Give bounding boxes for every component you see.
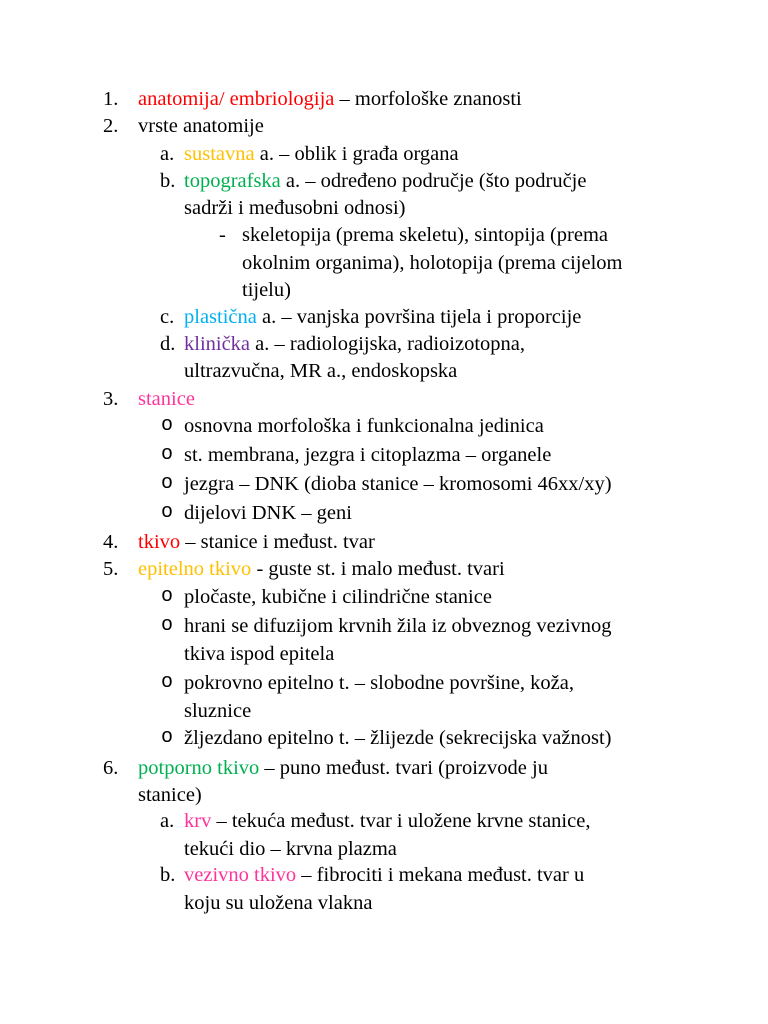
highlighted-term: anatomija/ embriologija: [138, 88, 335, 110]
bullet-marker: o: [161, 472, 174, 495]
list-marker: b.: [160, 170, 176, 192]
dash-item-continuation: okolnim organima), holotopija (prema cijelom: [242, 252, 623, 274]
list-marker: 1.: [103, 88, 119, 110]
list-item-text: vezivno tkivo – fibrociti i mekana međust. tvar u: [184, 864, 585, 886]
list-item-text: sustavna a. – oblik i građa organa: [184, 143, 459, 165]
list-item-continuation: stanice): [138, 784, 202, 806]
highlighted-term: stanice: [138, 388, 195, 410]
bullet-item-text: hrani se difuzijom krvnih žila iz obveznog vezivnog: [184, 615, 612, 637]
bullet-item-text: st. membrana, jezgra i citoplazma – organele: [184, 444, 552, 466]
bullet-item-continuation: tkiva ispod epitela: [184, 643, 335, 665]
highlighted-term: klinička: [184, 333, 251, 355]
list-marker: c.: [160, 306, 175, 328]
bullet-marker: o: [161, 726, 174, 749]
bullet-marker: o: [161, 501, 174, 524]
list-marker: d.: [160, 333, 176, 355]
highlighted-term: tkivo: [138, 531, 181, 553]
list-marker: a.: [160, 143, 175, 165]
bullet-marker: o: [161, 414, 174, 437]
list-item-text: topografska a. – određeno područje (što područje: [184, 170, 587, 192]
bullet-item-text: dijelovi DNK – geni: [184, 502, 352, 524]
list-marker: 6.: [103, 757, 119, 779]
highlighted-term: krv: [184, 810, 212, 832]
list-item-text: tkivo – stanice i međust. tvar: [138, 531, 375, 553]
dash-item-text: skeletopija (prema skeletu), sintopija (prema: [242, 224, 609, 246]
list-marker: 2.: [103, 115, 119, 137]
list-marker: 4.: [103, 531, 119, 553]
list-item-text: klinička a. – radiologijska, radioizotopna,: [184, 333, 526, 355]
bullet-marker: o: [161, 443, 174, 466]
dash-marker: -: [219, 224, 226, 246]
list-item-text: vrste anatomije: [138, 115, 264, 137]
bullet-item-continuation: sluznice: [184, 700, 252, 722]
list-item-continuation: ultrazvučna, MR a., endoskopska: [184, 360, 458, 382]
list-item-continuation: sadrži i međusobni odnosi): [184, 197, 406, 219]
list-marker: 3.: [103, 388, 119, 410]
bullet-item-text: pokrovno epitelno t. – slobodne površine, koža,: [184, 672, 575, 694]
highlighted-term: plastična: [184, 306, 257, 328]
bullet-item-text: jezgra – DNK (dioba stanice – kromosomi 46xx/xy): [184, 473, 612, 495]
highlighted-term: topografska: [184, 170, 281, 192]
highlighted-term: sustavna: [184, 143, 255, 165]
list-item-text: krv – tekuća međust. tvar i uložene krvne stanice,: [184, 810, 591, 832]
bullet-item-text: osnovna morfološka i funkcionalna jedinica: [184, 415, 544, 437]
list-item-text: anatomija/ embriologija – morfološke znanosti: [138, 88, 522, 110]
list-item-continuation: tekući dio – krvna plazma: [184, 838, 397, 860]
list-item-text: epitelno tkivo - guste st. i malo međust. tvari: [138, 558, 505, 580]
list-marker: a.: [160, 810, 175, 832]
highlighted-term: epitelno tkivo: [138, 558, 252, 580]
list-marker: 5.: [103, 558, 119, 580]
bullet-marker: o: [161, 614, 174, 637]
highlighted-term: vezivno tkivo: [184, 864, 297, 886]
list-item-continuation: koju su uložena vlakna: [184, 892, 373, 914]
bullet-marker: o: [161, 671, 174, 694]
list-item-text: potporno tkivo – puno međust. tvari (proizvode ju: [138, 757, 548, 779]
bullet-item-text: pločaste, kubične i cilindrične stanice: [184, 586, 492, 608]
dash-item-continuation: tijelu): [242, 279, 291, 301]
bullet-item-text: žljezdano epitelno t. – žlijezde (sekrecijska važnost): [184, 727, 612, 749]
bullet-marker: o: [161, 585, 174, 608]
list-item-text: plastična a. – vanjska površina tijela i proporcije: [184, 306, 582, 328]
list-marker: b.: [160, 864, 176, 886]
highlighted-term: potporno tkivo: [138, 757, 260, 779]
